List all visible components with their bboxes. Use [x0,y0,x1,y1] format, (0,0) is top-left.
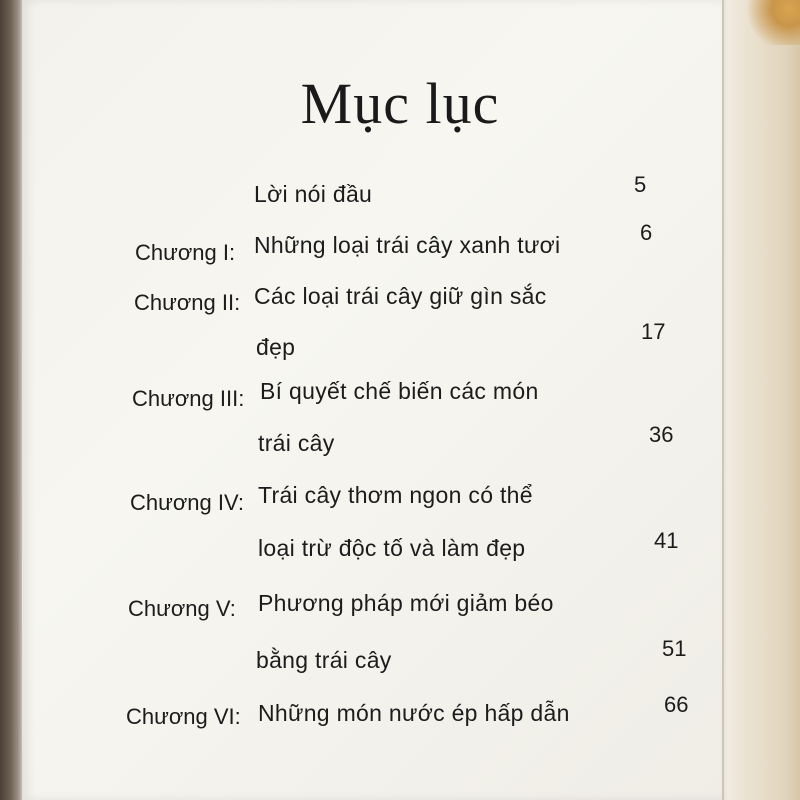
toc-entry-5-page: 51 [662,636,687,661]
toc-entry-5-label: Chương V: [128,596,236,621]
toc-entry-5-text-line2: bằng trái cây [256,647,392,673]
toc-entry-4-label: Chương IV: [130,490,244,515]
toc-entry-4-text-line2: loại trừ độc tố và làm đẹp [258,535,526,561]
toc-entry-6-label: Chương VI: [126,704,241,729]
toc-entry-6-page: 66 [664,692,689,717]
toc-entry-3-text-line1: Bí quyết chế biến các món [260,378,539,404]
toc-entry-preface-text: Lời nói đầu [254,181,373,207]
toc-entry-2-page: 17 [641,319,666,344]
corner-accent [745,0,800,45]
toc-entry-1-label: Chương I: [135,240,236,265]
toc-entry-6-text: Những món nước ép hấp dẫn [258,700,570,726]
toc-entry-5-text-line1: Phương pháp mới giảm béo [258,590,554,616]
toc-entry-3-label: Chương III: [132,386,245,411]
toc-entry-1-page: 6 [640,220,653,245]
toc-entry-2-label: Chương II: [134,290,241,315]
toc-entry-3-text-line2: trái cây [258,430,335,456]
toc-entry-2-text-line2: đẹp [256,334,296,360]
page-title: Mục lục [300,71,500,136]
toc-entry-4-text-line1: Trái cây thơm ngon có thể [258,482,533,508]
toc-entry-3-page: 36 [649,422,674,447]
toc-entry-2-text-line1: Các loại trái cây giữ gìn sắc [254,283,547,309]
toc-entry-1-text: Những loại trái cây xanh tươi [254,232,561,258]
toc-entry-4-page: 41 [654,528,679,553]
toc-entry-preface-page: 5 [634,172,647,197]
